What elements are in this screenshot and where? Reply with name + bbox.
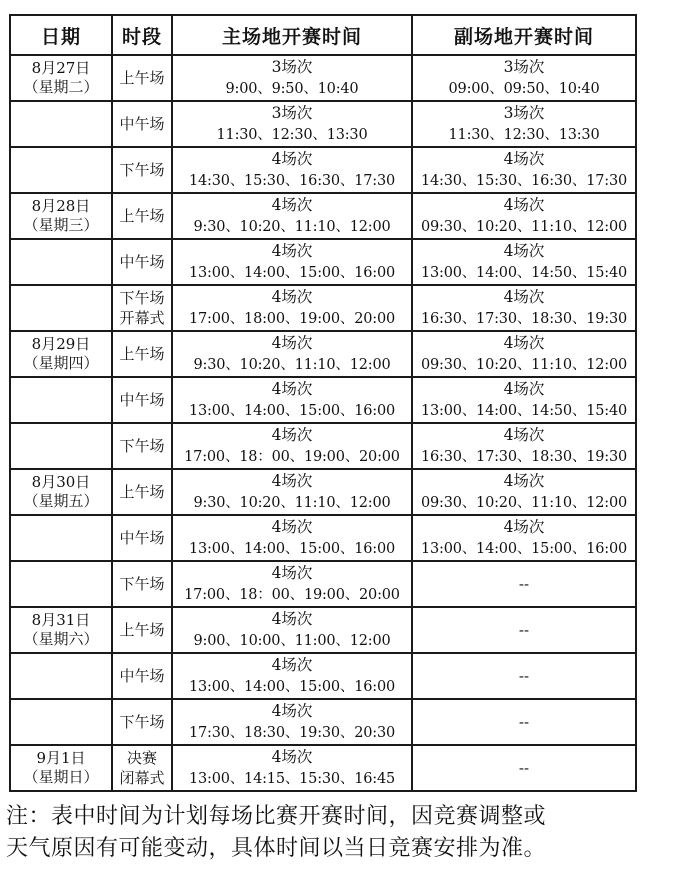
start-times: 9:00、10:00、11:00、12:00 xyxy=(193,633,391,649)
start-times: 09:30、10:20、11:10、12:00 xyxy=(420,495,628,511)
sub-venue-cell xyxy=(412,285,636,331)
session-label: 上午场 xyxy=(119,483,165,501)
table-row xyxy=(10,147,636,193)
table-row xyxy=(10,607,636,653)
date-block xyxy=(11,746,111,787)
date-cell xyxy=(10,377,112,423)
date-label: 8月31日 xyxy=(31,611,91,629)
match-count: 4场次 xyxy=(503,242,545,260)
start-times: 16:30、17:30、18:30、19:30 xyxy=(420,311,628,327)
table-row xyxy=(10,561,636,607)
main-venue-cell xyxy=(172,55,412,101)
session-label: 下午场 xyxy=(119,575,165,593)
match-count: 4场次 xyxy=(503,150,545,168)
weekday-label: （星期五） xyxy=(23,492,99,510)
sub-venue-cell xyxy=(412,239,636,285)
start-times: 16:30、17:30、18:30、19:30 xyxy=(420,449,628,465)
match-count: 4场次 xyxy=(271,242,313,260)
main-venue-cell xyxy=(172,193,412,239)
sub-venue-cell xyxy=(412,699,636,745)
session-cell xyxy=(112,193,172,239)
sub-venue-cell xyxy=(412,331,636,377)
date-cell xyxy=(10,423,112,469)
match-count: 3场次 xyxy=(271,104,313,122)
session-cell xyxy=(112,239,172,285)
schedule-sheet xyxy=(9,14,635,792)
empty-dash: -- xyxy=(518,621,530,639)
main-venue-cell xyxy=(172,377,412,423)
session-cell xyxy=(112,147,172,193)
session-cell xyxy=(112,377,172,423)
session-cell xyxy=(112,101,172,147)
empty-dash: -- xyxy=(518,713,530,731)
schedule-body xyxy=(10,55,636,791)
session-cell xyxy=(112,285,172,331)
match-count: 4场次 xyxy=(271,610,313,628)
date-cell xyxy=(10,101,112,147)
session-label: 下午场 xyxy=(119,289,165,307)
start-times: 13:00、14:00、15:00、16:00 xyxy=(188,679,396,695)
sub-venue-cell xyxy=(412,423,636,469)
match-count: 3场次 xyxy=(271,58,313,76)
start-times: 09:00、09:50、10:40 xyxy=(448,81,600,97)
sub-venue-cell xyxy=(412,745,636,791)
match-count: 4场次 xyxy=(271,472,313,490)
date-cell xyxy=(10,285,112,331)
start-times: 13:00、14:00、14:50、15:40 xyxy=(420,403,628,419)
sub-venue-cell xyxy=(412,377,636,423)
date-block xyxy=(11,194,111,235)
session-label: 中午场 xyxy=(119,667,165,685)
date-label: 9月1日 xyxy=(36,749,86,767)
sub-venue-cell xyxy=(412,101,636,147)
table-header-row xyxy=(10,15,636,55)
main-venue-cell xyxy=(172,515,412,561)
session-cell xyxy=(112,607,172,653)
main-venue-cell xyxy=(172,331,412,377)
table-row xyxy=(10,745,636,791)
start-times: 13:00、14:00、15:00、16:00 xyxy=(188,541,396,557)
date-label: 8月27日 xyxy=(31,59,91,77)
session-label-extra: 闭幕式 xyxy=(119,769,165,787)
start-times: 9:30、10:20、11:10、12:00 xyxy=(193,495,391,511)
main-venue-cell xyxy=(172,239,412,285)
session-label: 中午场 xyxy=(119,115,165,133)
session-label: 下午场 xyxy=(119,161,165,179)
session-cell xyxy=(112,55,172,101)
sub-venue-cell xyxy=(412,469,636,515)
date-cell xyxy=(10,653,112,699)
date-cell xyxy=(10,607,112,653)
start-times: 09:30、10:20、11:10、12:00 xyxy=(420,219,628,235)
match-count: 4场次 xyxy=(271,426,313,444)
date-cell xyxy=(10,561,112,607)
footnote xyxy=(6,801,696,865)
start-times: 14:30、15:30、16:30、17:30 xyxy=(188,173,396,189)
match-count: 4场次 xyxy=(271,702,313,720)
weekday-label: （星期二） xyxy=(23,78,99,96)
main-venue-cell xyxy=(172,653,412,699)
match-count: 4场次 xyxy=(503,380,545,398)
start-times: 9:30、10:20、11:10、12:00 xyxy=(193,219,391,235)
match-count: 4场次 xyxy=(503,472,545,490)
date-label: 8月29日 xyxy=(31,335,91,353)
weekday-label: （星期三） xyxy=(23,216,99,234)
start-times: 13:00、14:15、15:30、16:45 xyxy=(188,771,396,787)
main-venue-cell xyxy=(172,699,412,745)
table-row xyxy=(10,239,636,285)
session-cell xyxy=(112,515,172,561)
schedule-table xyxy=(9,14,637,792)
match-count: 4场次 xyxy=(271,380,313,398)
match-count: 4场次 xyxy=(271,748,313,766)
start-times: 17:00、18:00、19:00、20:00 xyxy=(188,311,396,327)
main-venue-cell xyxy=(172,469,412,515)
match-count: 4场次 xyxy=(271,196,313,214)
sub-venue-cell xyxy=(412,147,636,193)
table-row xyxy=(10,515,636,561)
session-cell xyxy=(112,423,172,469)
session-label: 下午场 xyxy=(119,713,165,731)
start-times: 11:30、12:30、13:30 xyxy=(448,127,600,143)
session-label: 中午场 xyxy=(119,253,165,271)
session-label: 决赛 xyxy=(126,749,157,767)
start-times: 11:30、12:30、13:30 xyxy=(216,127,368,143)
match-count: 4场次 xyxy=(271,288,313,306)
main-venue-cell xyxy=(172,101,412,147)
start-times: 14:30、15:30、16:30、17:30 xyxy=(420,173,628,189)
sub-venue-cell xyxy=(412,515,636,561)
start-times: 17:00、18：00、19:00、20:00 xyxy=(184,587,400,603)
table-row xyxy=(10,653,636,699)
start-times: 17:00、18：00、19:00、20:00 xyxy=(184,449,400,465)
table-row xyxy=(10,285,636,331)
sub-venue-cell xyxy=(412,561,636,607)
header-slot: 时段 xyxy=(112,15,172,55)
session-label-extra: 开幕式 xyxy=(119,309,165,327)
session-label: 上午场 xyxy=(119,345,165,363)
match-count: 3场次 xyxy=(503,58,545,76)
table-row xyxy=(10,469,636,515)
match-count: 4场次 xyxy=(503,334,545,352)
session-cell xyxy=(112,561,172,607)
table-row xyxy=(10,377,636,423)
date-cell xyxy=(10,55,112,101)
footnote-line-1: 注：表中时间为计划每场比赛开赛时间，因竞赛调整或 xyxy=(6,804,547,829)
session-cell xyxy=(112,331,172,377)
footnote-line-2: 天气原因有可能变动，具体时间以当日竞赛安排为准。 xyxy=(6,836,547,861)
date-label: 8月28日 xyxy=(31,197,91,215)
sub-venue-cell xyxy=(412,607,636,653)
date-block xyxy=(11,56,111,97)
date-cell xyxy=(10,331,112,377)
date-cell xyxy=(10,699,112,745)
main-venue-cell xyxy=(172,561,412,607)
main-venue-cell xyxy=(172,285,412,331)
empty-dash: -- xyxy=(518,667,530,685)
session-label: 下午场 xyxy=(119,437,165,455)
table-row xyxy=(10,331,636,377)
start-times: 9:30、10:20、11:10、12:00 xyxy=(193,357,391,373)
main-venue-cell xyxy=(172,745,412,791)
session-cell xyxy=(112,745,172,791)
match-count: 4场次 xyxy=(271,564,313,582)
sub-venue-cell xyxy=(412,193,636,239)
date-cell xyxy=(10,745,112,791)
start-times: 17:30、18:30、19:30、20:30 xyxy=(188,725,396,741)
start-times: 13:00、14:00、15:00、16:00 xyxy=(420,541,628,557)
date-label: 8月30日 xyxy=(31,473,91,491)
match-count: 4场次 xyxy=(271,518,313,536)
table-row xyxy=(10,55,636,101)
main-venue-cell xyxy=(172,423,412,469)
sub-venue-cell xyxy=(412,55,636,101)
header-main-venue: 主场地开赛时间 xyxy=(172,15,412,55)
date-cell xyxy=(10,193,112,239)
session-label: 中午场 xyxy=(119,529,165,547)
session-label: 上午场 xyxy=(119,621,165,639)
empty-dash: -- xyxy=(518,575,530,593)
header-sub-venue: 副场地开赛时间 xyxy=(412,15,636,55)
main-venue-cell xyxy=(172,607,412,653)
session-label: 中午场 xyxy=(119,391,165,409)
table-row xyxy=(10,101,636,147)
date-cell xyxy=(10,147,112,193)
match-count: 4场次 xyxy=(503,196,545,214)
weekday-label: （星期六） xyxy=(23,630,99,648)
match-count: 4场次 xyxy=(271,150,313,168)
start-times: 9:00、9:50、10:40 xyxy=(225,81,359,97)
weekday-label: （星期四） xyxy=(23,354,99,372)
date-cell xyxy=(10,515,112,561)
date-block xyxy=(11,608,111,649)
date-block xyxy=(11,332,111,373)
main-venue-cell xyxy=(172,147,412,193)
match-count: 3场次 xyxy=(503,104,545,122)
match-count: 4场次 xyxy=(503,518,545,536)
empty-dash: -- xyxy=(518,759,530,777)
session-label: 上午场 xyxy=(119,207,165,225)
table-row xyxy=(10,699,636,745)
match-count: 4场次 xyxy=(271,334,313,352)
sub-venue-cell xyxy=(412,653,636,699)
start-times: 13:00、14:00、15:00、16:00 xyxy=(188,403,396,419)
match-count: 4场次 xyxy=(271,656,313,674)
match-count: 4场次 xyxy=(503,426,545,444)
session-cell xyxy=(112,469,172,515)
match-count: 4场次 xyxy=(503,288,545,306)
table-row xyxy=(10,423,636,469)
start-times: 13:00、14:00、15:00、16:00 xyxy=(188,265,396,281)
start-times: 13:00、14:00、14:50、15:40 xyxy=(420,265,628,281)
session-cell xyxy=(112,653,172,699)
session-label: 上午场 xyxy=(119,69,165,87)
weekday-label: （星期日） xyxy=(23,768,99,786)
table-row xyxy=(10,193,636,239)
date-cell xyxy=(10,469,112,515)
header-date: 日期 xyxy=(10,15,112,55)
date-cell xyxy=(10,239,112,285)
start-times: 09:30、10:20、11:10、12:00 xyxy=(420,357,628,373)
session-cell xyxy=(112,699,172,745)
date-block xyxy=(11,470,111,511)
